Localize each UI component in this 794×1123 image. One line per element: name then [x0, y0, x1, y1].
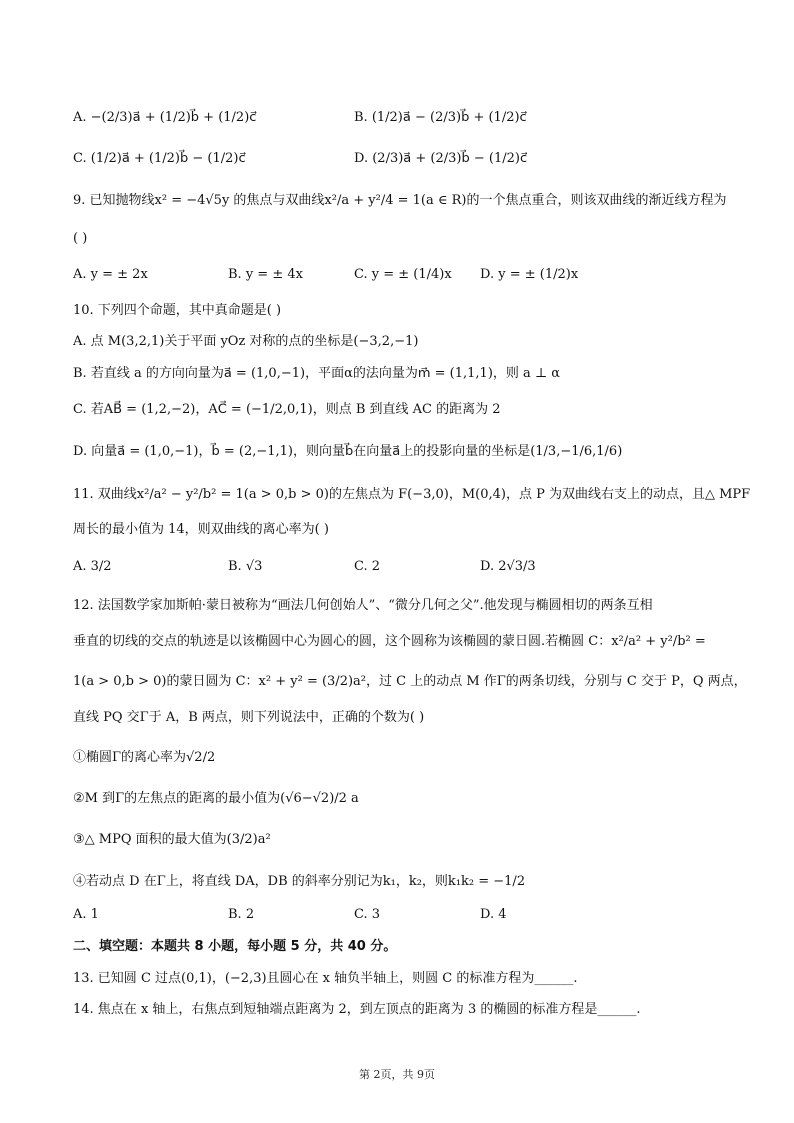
q9-stem: 9. 已知抛物线x² = −4√5y 的焦点与双曲线x²/a + y²/4 = 1(a ∈ R)的一个焦点重合，则该双曲线的渐近线方程为: [73, 193, 727, 208]
q9-option-a: A. y = ± 2x: [73, 267, 148, 282]
q8-option-c: C. (1/2)a⃗ + (1/2)b⃗ − (1/2)c⃗: [73, 151, 246, 166]
q11-option-b: B. √3: [228, 559, 263, 574]
q11-option-c: C. 2: [354, 559, 381, 574]
q13-stem: 13. 已知圆 C 过点(0,1)，(−2,3)且圆心在 x 轴负半轴上，则圆 C 的标准方程为______.: [73, 971, 578, 986]
q12-statement-1: ①椭圆Γ的离心率为√2/2: [73, 750, 216, 765]
q9-option-b: B. y = ± 4x: [228, 267, 303, 282]
q9-option-d: D. y = ± (1/2)x: [480, 267, 579, 282]
q12-line-1: 12. 法国数学家加斯帕·蒙日被称为“画法几何创始人”、“微分几何之父”.他发现与椭圆相切的两条互相: [73, 598, 653, 613]
section-heading-fill-blank: 二、填空题：本题共 8 小题，每小题 5 分，共 40 分。: [73, 939, 397, 954]
q12-statement-3: ③△ MPQ 面积的最大值为(3/2)a²: [73, 832, 271, 847]
q14-stem: 14. 焦点在 x 轴上，右焦点到短轴端点距离为 2，到左顶点的距离为 3 的椭圆的标准方程是______.: [73, 1002, 641, 1017]
q12-statement-2: ②M 到Γ的左焦点的距离的最小值为(√6−√2)/2 a: [73, 791, 359, 806]
q12-option-b: B. 2: [228, 907, 255, 922]
q8-option-d: D. (2/3)a⃗ + (2/3)b⃗ − (1/2)c⃗: [354, 151, 528, 166]
q8-option-b: B. (1/2)a⃗ − (2/3)b⃗ + (1/2)c⃗: [354, 110, 527, 125]
q8-option-a: A. −(2/3)a⃗ + (1/2)b⃗ + (1/2)c⃗: [73, 110, 257, 125]
q12-option-a: A. 1: [73, 907, 99, 922]
q12-statement-4: ④若动点 D 在Γ上，将直线 DA，DB 的斜率分别记为k₁，k₂，则k₁k₂ = −1/2: [73, 874, 526, 889]
q12-option-d: D. 4: [480, 907, 507, 922]
q12-line-2: 垂直的切线的交点的轨迹是以该椭圆中心为圆心的圆，这个圆称为该椭圆的蒙日圆.若椭圆 C：x²/a² + y²/b² =: [73, 634, 706, 649]
q12-option-c: C. 3: [354, 907, 381, 922]
q10-option-a: A. 点 M(3,2,1)关于平面 yOz 对称的点的坐标是(−3,2,−1): [73, 334, 419, 349]
page-number: 第 2页，共 9页: [359, 1068, 435, 1081]
q12-line-4: 直线 PQ 交Γ于 A，B 两点，则下列说法中，正确的个数为( ): [73, 710, 425, 725]
q11-option-d: D. 2√3/3: [480, 559, 536, 574]
q9-option-c: C. y = ± (1/4)x: [354, 267, 452, 282]
q10-option-b: B. 若直线 a 的方向向量为a⃗ = (1,0,−1)，平面α的法向量为m⃗ = (1,1,1)，则 a ⊥ α: [73, 366, 561, 381]
q10-option-d: D. 向量a⃗ = (1,0,−1)，b⃗ = (2,−1,1)，则向量b⃗在向量a⃗上的投影向量的坐标是(1/3,−1/6,1/6): [73, 444, 623, 459]
q11-stem: 11. 双曲线x²/a² − y²/b² = 1(a > 0,b > 0)的左焦点为 F(−3,0)，M(0,4)，点 P 为双曲线右支上的动点，且△ MPF: [73, 487, 751, 502]
q10-option-c: C. 若AB⃗ = (1,2,−2)，AC⃗ = (−1/2,0,1)，则点 B 到直线 AC 的距离为 2: [73, 402, 501, 417]
q10-stem: 10. 下列四个命题，其中真命题是( ): [73, 303, 282, 318]
q12-line-3: 1(a > 0,b > 0)的蒙日圆为 C：x² + y² = (3/2)a²，过 C 上的动点 M 作Γ的两条切线，分别与 C 交于 P，Q 两点，: [73, 674, 747, 689]
q11-option-a: A. 3/2: [73, 559, 112, 574]
q11-stem-cont: 周长的最小值为 14，则双曲线的离心率为( ): [73, 522, 329, 537]
q9-answer-paren: ( ): [73, 231, 88, 246]
